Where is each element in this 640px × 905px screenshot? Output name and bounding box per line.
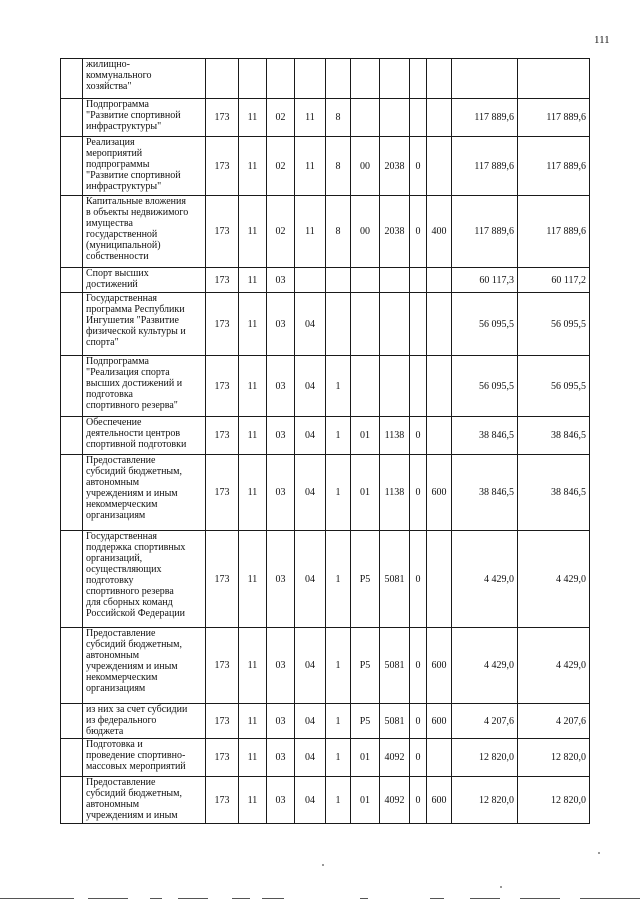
page-number: 111 bbox=[594, 34, 610, 46]
direction-code-cell: 4092 bbox=[380, 739, 410, 777]
item-name-line: некоммерческим bbox=[86, 499, 158, 510]
program-code-cell: 04 bbox=[295, 777, 326, 824]
admin-code-cell: 173 bbox=[206, 531, 239, 628]
admin-code-cell: 173 bbox=[206, 739, 239, 777]
code-suffix-cell: 0 bbox=[410, 777, 427, 824]
table-row bbox=[61, 59, 590, 99]
amount-cell-2: 117 889,6 bbox=[518, 137, 590, 196]
admin-code-cell: 173 bbox=[206, 99, 239, 137]
item-name-line: организациям bbox=[86, 510, 146, 521]
code-suffix-cell bbox=[410, 99, 427, 137]
item-name-line: Предоставление bbox=[86, 777, 156, 788]
item-name-cell bbox=[83, 196, 206, 268]
direction-code-cell: 2038 bbox=[380, 137, 410, 196]
item-name-line: Подготовка и bbox=[86, 739, 143, 750]
table-row bbox=[61, 531, 590, 628]
amount-cell-1: 4 207,6 bbox=[452, 704, 518, 739]
amount-cell-1: 38 846,5 bbox=[452, 417, 518, 455]
subsection-code-cell: 03 bbox=[267, 293, 295, 356]
direction-code-cell: 1138 bbox=[380, 455, 410, 531]
item-name-line: Капитальные вложения bbox=[86, 196, 186, 207]
expense-type-cell: 600 bbox=[427, 704, 452, 739]
code-suffix-cell: 0 bbox=[410, 739, 427, 777]
item-name-line: "Развитие спортивной bbox=[86, 170, 181, 181]
item-name-cell bbox=[83, 268, 206, 293]
item-name-line: Предоставление bbox=[86, 455, 156, 466]
table-row bbox=[61, 777, 590, 824]
amount-cell-1 bbox=[452, 59, 518, 99]
subprogram-code-cell: 1 bbox=[326, 739, 351, 777]
subprogram-code-cell: 1 bbox=[326, 455, 351, 531]
amount-cell-2: 38 846,5 bbox=[518, 455, 590, 531]
item-name-cell bbox=[83, 293, 206, 356]
item-name-line: "Реализация спорта bbox=[86, 367, 170, 378]
item-name-line: собственности bbox=[86, 251, 149, 262]
measure-code-cell bbox=[351, 293, 380, 356]
item-name-line: Реализация bbox=[86, 137, 135, 148]
item-name-line: инфраструктуры" bbox=[86, 181, 162, 192]
measure-code-cell bbox=[351, 99, 380, 137]
item-name-line: Российской Федерации bbox=[86, 608, 186, 619]
item-name-line: Подпрограмма bbox=[86, 99, 149, 110]
item-name-line: субсидий бюджетным, bbox=[86, 788, 182, 799]
item-name-line: для сборных команд bbox=[86, 597, 173, 608]
item-name-line: Ингушетия "Развитие bbox=[86, 315, 179, 326]
subprogram-code-cell: 1 bbox=[326, 417, 351, 455]
expense-type-cell bbox=[427, 356, 452, 417]
scan-speck bbox=[322, 864, 324, 866]
subsection-code-cell: 03 bbox=[267, 739, 295, 777]
measure-code-cell: P5 bbox=[351, 628, 380, 704]
subprogram-code-cell: 1 bbox=[326, 704, 351, 739]
amount-cell-1: 56 095,5 bbox=[452, 356, 518, 417]
amount-cell-1: 117 889,6 bbox=[452, 137, 518, 196]
item-name-line: подготовку bbox=[86, 575, 134, 586]
program-code-cell: 04 bbox=[295, 704, 326, 739]
table-row bbox=[61, 99, 590, 137]
item-name-line: хозяйства" bbox=[86, 81, 132, 92]
admin-code-cell: 173 bbox=[206, 628, 239, 704]
item-name-line: Предоставление bbox=[86, 628, 156, 639]
row-margin-cell bbox=[61, 531, 83, 628]
admin-code-cell: 173 bbox=[206, 455, 239, 531]
subprogram-code-cell: 1 bbox=[326, 777, 351, 824]
amount-cell-2: 117 889,6 bbox=[518, 196, 590, 268]
program-code-cell bbox=[295, 59, 326, 99]
row-margin-cell bbox=[61, 777, 83, 824]
subprogram-code-cell bbox=[326, 59, 351, 99]
section-code-cell: 11 bbox=[239, 137, 267, 196]
subprogram-code-cell: 8 bbox=[326, 99, 351, 137]
amount-cell-2: 12 820,0 bbox=[518, 777, 590, 824]
item-name-cell bbox=[83, 739, 206, 777]
amount-cell-2: 12 820,0 bbox=[518, 739, 590, 777]
section-code-cell: 11 bbox=[239, 739, 267, 777]
expense-type-cell bbox=[427, 137, 452, 196]
expense-type-cell: 600 bbox=[427, 455, 452, 531]
subsection-code-cell: 03 bbox=[267, 777, 295, 824]
item-name-line: программа Республики bbox=[86, 304, 185, 315]
subsection-code-cell bbox=[267, 59, 295, 99]
item-name-line: субсидий бюджетным, bbox=[86, 466, 182, 477]
amount-cell-2: 4 429,0 bbox=[518, 628, 590, 704]
amount-cell-1: 4 429,0 bbox=[452, 628, 518, 704]
item-name-cell bbox=[83, 777, 206, 824]
code-suffix-cell: 0 bbox=[410, 531, 427, 628]
section-code-cell bbox=[239, 59, 267, 99]
section-code-cell: 11 bbox=[239, 704, 267, 739]
row-margin-cell bbox=[61, 268, 83, 293]
amount-cell-2: 56 095,5 bbox=[518, 356, 590, 417]
item-name-line: спортивной подготовки bbox=[86, 439, 187, 450]
admin-code-cell: 173 bbox=[206, 356, 239, 417]
item-name-line: государственной bbox=[86, 229, 158, 240]
item-name-line: массовых мероприятий bbox=[86, 761, 186, 772]
budget-table bbox=[60, 58, 590, 824]
admin-code-cell: 173 bbox=[206, 704, 239, 739]
code-suffix-cell: 0 bbox=[410, 704, 427, 739]
table-row bbox=[61, 455, 590, 531]
row-margin-cell bbox=[61, 293, 83, 356]
measure-code-cell bbox=[351, 356, 380, 417]
item-name-line: Обеспечение bbox=[86, 417, 142, 428]
direction-code-cell: 5081 bbox=[380, 628, 410, 704]
program-code-cell: 04 bbox=[295, 293, 326, 356]
item-name-line: автономным bbox=[86, 799, 140, 810]
table-row bbox=[61, 137, 590, 196]
admin-code-cell: 173 bbox=[206, 137, 239, 196]
program-code-cell: 04 bbox=[295, 455, 326, 531]
item-name-line: учреждениям и иным bbox=[86, 488, 178, 499]
measure-code-cell: 00 bbox=[351, 196, 380, 268]
direction-code-cell: 5081 bbox=[380, 531, 410, 628]
section-code-cell: 11 bbox=[239, 356, 267, 417]
amount-cell-2: 4 207,6 bbox=[518, 704, 590, 739]
code-suffix-cell bbox=[410, 59, 427, 99]
program-code-cell: 04 bbox=[295, 417, 326, 455]
subsection-code-cell: 02 bbox=[267, 99, 295, 137]
measure-code-cell bbox=[351, 59, 380, 99]
expense-type-cell: 400 bbox=[427, 196, 452, 268]
subprogram-code-cell bbox=[326, 268, 351, 293]
row-margin-cell bbox=[61, 739, 83, 777]
section-code-cell: 11 bbox=[239, 417, 267, 455]
item-name-line: имущества bbox=[86, 218, 133, 229]
amount-cell-2: 38 846,5 bbox=[518, 417, 590, 455]
item-name-line: учреждениям и иным bbox=[86, 661, 178, 672]
direction-code-cell bbox=[380, 268, 410, 293]
section-code-cell: 11 bbox=[239, 455, 267, 531]
item-name-line: инфраструктуры" bbox=[86, 121, 162, 132]
row-margin-cell bbox=[61, 455, 83, 531]
item-name-line: подпрограммы bbox=[86, 159, 150, 170]
direction-code-cell: 4092 bbox=[380, 777, 410, 824]
item-name-line: Государственная bbox=[86, 531, 158, 542]
table-row bbox=[61, 704, 590, 739]
program-code-cell: 11 bbox=[295, 137, 326, 196]
item-name-line: спортивного резерва" bbox=[86, 400, 178, 411]
code-suffix-cell: 0 bbox=[410, 628, 427, 704]
table-row bbox=[61, 293, 590, 356]
admin-code-cell: 173 bbox=[206, 777, 239, 824]
admin-code-cell: 173 bbox=[206, 293, 239, 356]
program-code-cell: 04 bbox=[295, 531, 326, 628]
subsection-code-cell: 03 bbox=[267, 704, 295, 739]
code-suffix-cell: 0 bbox=[410, 417, 427, 455]
row-margin-cell bbox=[61, 356, 83, 417]
expense-type-cell bbox=[427, 739, 452, 777]
item-name-cell bbox=[83, 531, 206, 628]
code-suffix-cell bbox=[410, 293, 427, 356]
amount-cell-1: 12 820,0 bbox=[452, 739, 518, 777]
item-name-cell bbox=[83, 417, 206, 455]
direction-code-cell bbox=[380, 293, 410, 356]
item-name-cell bbox=[83, 356, 206, 417]
row-margin-cell bbox=[61, 628, 83, 704]
section-code-cell: 11 bbox=[239, 196, 267, 268]
item-name-line: из них за счет субсидии bbox=[86, 704, 188, 715]
program-code-cell: 11 bbox=[295, 99, 326, 137]
section-code-cell: 11 bbox=[239, 293, 267, 356]
item-name-line: достижений bbox=[86, 279, 138, 290]
subprogram-code-cell: 8 bbox=[326, 196, 351, 268]
item-name-line: спорта" bbox=[86, 337, 119, 348]
item-name-cell bbox=[83, 137, 206, 196]
scan-speck bbox=[500, 886, 502, 888]
code-suffix-cell bbox=[410, 268, 427, 293]
item-name-line: поддержка спортивных bbox=[86, 542, 186, 553]
scan-speck bbox=[598, 852, 600, 854]
direction-code-cell bbox=[380, 99, 410, 137]
table-row bbox=[61, 628, 590, 704]
table-row bbox=[61, 417, 590, 455]
admin-code-cell bbox=[206, 59, 239, 99]
scan-edge-marks bbox=[0, 890, 640, 905]
item-name-line: проведение спортивно- bbox=[86, 750, 186, 761]
item-name-line: Подпрограмма bbox=[86, 356, 149, 367]
measure-code-cell: 00 bbox=[351, 137, 380, 196]
direction-code-cell: 1138 bbox=[380, 417, 410, 455]
subsection-code-cell: 03 bbox=[267, 417, 295, 455]
subprogram-code-cell: 1 bbox=[326, 531, 351, 628]
item-name-line: организаций, bbox=[86, 553, 143, 564]
item-name-line: учреждениям и иным bbox=[86, 810, 178, 821]
subprogram-code-cell: 1 bbox=[326, 628, 351, 704]
item-name-line: высших достижений и bbox=[86, 378, 183, 389]
expense-type-cell bbox=[427, 417, 452, 455]
item-name-line: бюджета bbox=[86, 726, 124, 737]
subsection-code-cell: 02 bbox=[267, 196, 295, 268]
item-name-cell bbox=[83, 704, 206, 739]
item-name-cell bbox=[83, 628, 206, 704]
item-name-line: "Развитие спортивной bbox=[86, 110, 181, 121]
table-row bbox=[61, 356, 590, 417]
item-name-line: подготовка bbox=[86, 389, 133, 400]
admin-code-cell: 173 bbox=[206, 417, 239, 455]
table-row bbox=[61, 739, 590, 777]
section-code-cell: 11 bbox=[239, 777, 267, 824]
program-code-cell: 11 bbox=[295, 196, 326, 268]
item-name-line: автономным bbox=[86, 650, 140, 661]
measure-code-cell: 01 bbox=[351, 777, 380, 824]
item-name-line: физической культуры и bbox=[86, 326, 186, 337]
row-margin-cell bbox=[61, 704, 83, 739]
item-name-line: организациям bbox=[86, 683, 146, 694]
measure-code-cell: 01 bbox=[351, 455, 380, 531]
item-name-line: некоммерческим bbox=[86, 672, 158, 683]
direction-code-cell bbox=[380, 356, 410, 417]
section-code-cell: 11 bbox=[239, 99, 267, 137]
program-code-cell bbox=[295, 268, 326, 293]
subprogram-code-cell: 8 bbox=[326, 137, 351, 196]
item-name-line: в объекты недвижимого bbox=[86, 207, 189, 218]
table-row bbox=[61, 196, 590, 268]
measure-code-cell: 01 bbox=[351, 739, 380, 777]
program-code-cell: 04 bbox=[295, 739, 326, 777]
row-margin-cell bbox=[61, 137, 83, 196]
table-row bbox=[61, 268, 590, 293]
row-margin-cell bbox=[61, 196, 83, 268]
section-code-cell: 11 bbox=[239, 531, 267, 628]
item-name-cell bbox=[83, 455, 206, 531]
item-name-line: из федерального bbox=[86, 715, 157, 726]
measure-code-cell: 01 bbox=[351, 417, 380, 455]
item-name-line: автономным bbox=[86, 477, 140, 488]
admin-code-cell: 173 bbox=[206, 196, 239, 268]
subsection-code-cell: 02 bbox=[267, 137, 295, 196]
subprogram-code-cell bbox=[326, 293, 351, 356]
item-name-line: (муниципальной) bbox=[86, 240, 161, 251]
amount-cell-2: 60 117,2 bbox=[518, 268, 590, 293]
item-name-line: коммунального bbox=[86, 70, 152, 81]
direction-code-cell: 2038 bbox=[380, 196, 410, 268]
subsection-code-cell: 03 bbox=[267, 628, 295, 704]
direction-code-cell bbox=[380, 59, 410, 99]
amount-cell-2: 56 095,5 bbox=[518, 293, 590, 356]
expense-type-cell: 600 bbox=[427, 777, 452, 824]
item-name-line: спортивного резерва bbox=[86, 586, 174, 597]
amount-cell-1: 117 889,6 bbox=[452, 196, 518, 268]
section-code-cell: 11 bbox=[239, 628, 267, 704]
amount-cell-2: 4 429,0 bbox=[518, 531, 590, 628]
item-name-line: Спорт высших bbox=[86, 268, 149, 279]
measure-code-cell bbox=[351, 268, 380, 293]
amount-cell-1: 12 820,0 bbox=[452, 777, 518, 824]
row-margin-cell bbox=[61, 417, 83, 455]
expense-type-cell bbox=[427, 268, 452, 293]
direction-code-cell: 5081 bbox=[380, 704, 410, 739]
code-suffix-cell: 0 bbox=[410, 196, 427, 268]
item-name-cell bbox=[83, 59, 206, 99]
amount-cell-1: 4 429,0 bbox=[452, 531, 518, 628]
item-name-line: деятельности центров bbox=[86, 428, 181, 439]
program-code-cell: 04 bbox=[295, 628, 326, 704]
subsection-code-cell: 03 bbox=[267, 356, 295, 417]
subsection-code-cell: 03 bbox=[267, 268, 295, 293]
item-name-line: мероприятий bbox=[86, 148, 143, 159]
subprogram-code-cell: 1 bbox=[326, 356, 351, 417]
table-body bbox=[61, 59, 590, 824]
section-code-cell: 11 bbox=[239, 268, 267, 293]
amount-cell-1: 56 095,5 bbox=[452, 293, 518, 356]
item-name-line: субсидий бюджетным, bbox=[86, 639, 182, 650]
expense-type-cell bbox=[427, 293, 452, 356]
amount-cell-2: 117 889,6 bbox=[518, 99, 590, 137]
code-suffix-cell: 0 bbox=[410, 137, 427, 196]
item-name-line: осуществляющих bbox=[86, 564, 162, 575]
program-code-cell: 04 bbox=[295, 356, 326, 417]
amount-cell-1: 38 846,5 bbox=[452, 455, 518, 531]
item-name-line: жилищно- bbox=[86, 59, 130, 70]
measure-code-cell: P5 bbox=[351, 704, 380, 739]
item-name-line: Государственная bbox=[86, 293, 158, 304]
expense-type-cell bbox=[427, 99, 452, 137]
amount-cell-2 bbox=[518, 59, 590, 99]
amount-cell-1: 117 889,6 bbox=[452, 99, 518, 137]
measure-code-cell: P5 bbox=[351, 531, 380, 628]
expense-type-cell bbox=[427, 531, 452, 628]
subsection-code-cell: 03 bbox=[267, 531, 295, 628]
expense-type-cell: 600 bbox=[427, 628, 452, 704]
subsection-code-cell: 03 bbox=[267, 455, 295, 531]
admin-code-cell: 173 bbox=[206, 268, 239, 293]
code-suffix-cell bbox=[410, 356, 427, 417]
expense-type-cell bbox=[427, 59, 452, 99]
amount-cell-1: 60 117,3 bbox=[452, 268, 518, 293]
item-name-cell bbox=[83, 99, 206, 137]
row-margin-cell bbox=[61, 59, 83, 99]
row-margin-cell bbox=[61, 99, 83, 137]
code-suffix-cell: 0 bbox=[410, 455, 427, 531]
